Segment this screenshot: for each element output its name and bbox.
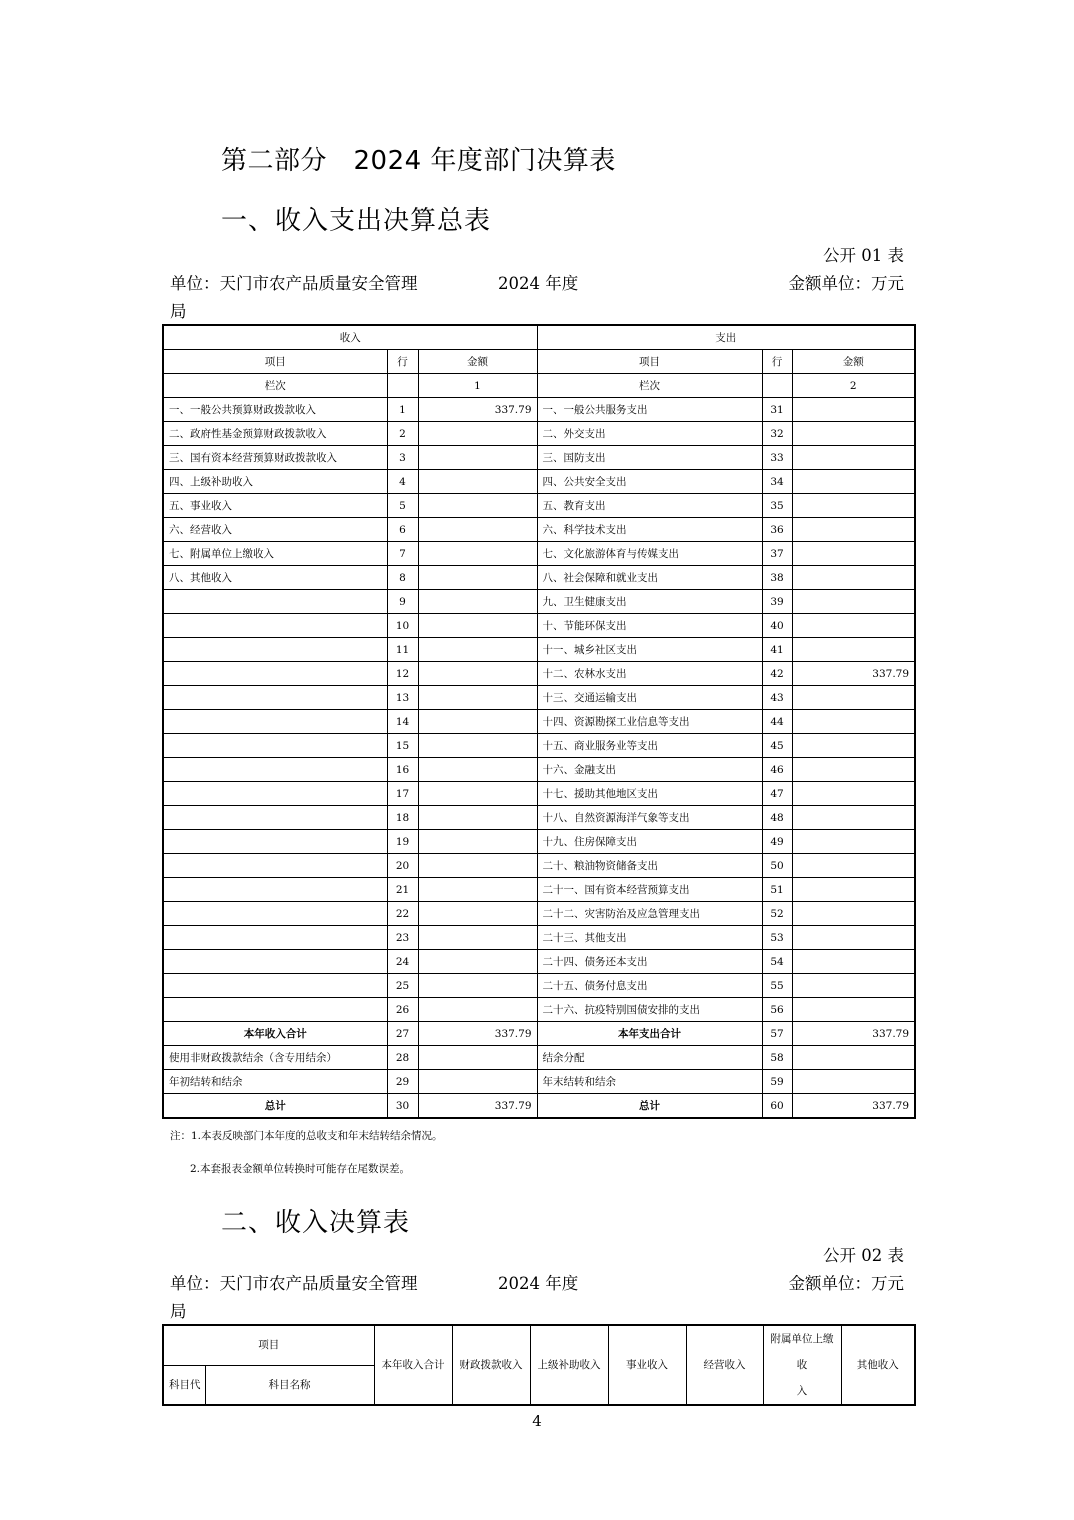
expense-amount-cell	[792, 974, 915, 998]
column-header-row	[163, 350, 915, 374]
unit-label-line2: 局	[170, 302, 187, 321]
expense-row-number-cell: 43	[762, 686, 792, 710]
income-expense-summary-table	[162, 324, 916, 1119]
column-index-label: 栏次	[537, 374, 762, 398]
income-row-number-cell: 9	[387, 590, 418, 614]
col-fiscal-income: 财政拨款收入	[452, 1325, 530, 1405]
expense-item-cell: 十六、金融支出	[537, 758, 762, 782]
col-other-income: 其他收入	[841, 1325, 915, 1405]
expense-row-number-cell: 45	[762, 734, 792, 758]
income-row-number-cell: 28	[387, 1046, 418, 1070]
expense-row-number-cell: 49	[762, 830, 792, 854]
col-row: 行	[387, 350, 418, 374]
expense-item-cell: 三、国防支出	[537, 446, 762, 470]
col-affiliated-income	[763, 1325, 841, 1405]
table-header-row	[163, 325, 915, 350]
income-amount-cell	[418, 734, 537, 758]
income-amount-cell: 337.79	[418, 398, 537, 422]
column-index-1: 1	[418, 374, 537, 398]
income-amount-cell	[418, 614, 537, 638]
table-row	[163, 638, 915, 662]
income-row-number-cell: 25	[387, 974, 418, 998]
income-item-cell	[163, 974, 387, 998]
expense-item-cell: 十四、资源勘探工业信息等支出	[537, 710, 762, 734]
table-row	[163, 926, 915, 950]
expense-amount-cell	[792, 686, 915, 710]
table-row	[163, 398, 915, 422]
unit-label-line1: 单位：天门市农产品质量安全管理	[170, 274, 418, 293]
income-row-number-cell: 20	[387, 854, 418, 878]
table-row	[163, 806, 915, 830]
expense-row-number-cell: 52	[762, 902, 792, 926]
col-item: 项目	[537, 350, 762, 374]
income-item-cell	[163, 614, 387, 638]
income-amount-cell	[418, 638, 537, 662]
expense-item-cell: 一、一般公共服务支出	[537, 398, 762, 422]
expense-row-number-cell: 57	[762, 1022, 792, 1046]
expense-amount-cell	[792, 758, 915, 782]
income-row-number-cell: 13	[387, 686, 418, 710]
expense-amount-cell	[792, 398, 915, 422]
income-amount-cell	[418, 446, 537, 470]
income-item-cell	[163, 662, 387, 686]
expense-amount-cell	[792, 446, 915, 470]
table-row	[163, 854, 915, 878]
expense-row-number-cell: 46	[762, 758, 792, 782]
expense-amount-cell	[792, 1070, 915, 1094]
income-amount-cell	[418, 662, 537, 686]
table-row	[163, 998, 915, 1022]
unit-label-line2: 局	[170, 1302, 187, 1321]
expense-amount-cell	[792, 1046, 915, 1070]
expense-item-cell: 二十五、债务付息支出	[537, 974, 762, 998]
expense-item-cell: 十八、自然资源海洋气象等支出	[537, 806, 762, 830]
expense-item-cell: 二十四、债务还本支出	[537, 950, 762, 974]
expense-row-number-cell: 40	[762, 614, 792, 638]
table-row	[163, 542, 915, 566]
expense-item-cell: 二十三、其他支出	[537, 926, 762, 950]
expense-row-number-cell: 56	[762, 998, 792, 1022]
amount-unit-label: 金额单位：万元	[788, 1274, 904, 1293]
table-row	[163, 974, 915, 998]
income-item-cell	[163, 830, 387, 854]
expense-item-cell: 二、外交支出	[537, 422, 762, 446]
income-amount-cell	[418, 806, 537, 830]
income-row-number-cell: 3	[387, 446, 418, 470]
income-row-number-cell: 21	[387, 878, 418, 902]
income-row-number-cell: 14	[387, 710, 418, 734]
column-index-row	[163, 374, 915, 398]
income-amount-cell	[418, 518, 537, 542]
expense-amount-cell	[792, 926, 915, 950]
year-label: 2024 年度	[498, 274, 579, 293]
income-item-cell	[163, 854, 387, 878]
col-business-income: 事业收入	[608, 1325, 686, 1405]
expense-row-number-cell: 48	[762, 806, 792, 830]
table-row	[163, 422, 915, 446]
expense-row-number-cell: 36	[762, 518, 792, 542]
expense-item-cell: 九、卫生健康支出	[537, 590, 762, 614]
income-amount-cell	[418, 854, 537, 878]
income-item-cell: 本年收入合计	[163, 1022, 387, 1046]
expense-item-cell: 结余分配	[537, 1046, 762, 1070]
expense-amount-cell	[792, 734, 915, 758]
income-row-number-cell: 4	[387, 470, 418, 494]
column-index-label: 栏次	[163, 374, 387, 398]
income-row-number-cell: 24	[387, 950, 418, 974]
expense-row-number-cell: 53	[762, 926, 792, 950]
income-amount-cell	[418, 494, 537, 518]
income-item-cell: 使用非财政拨款结余（含专用结余）	[163, 1046, 387, 1070]
column-index-2: 2	[792, 374, 915, 398]
table-row	[163, 878, 915, 902]
expense-amount-cell: 337.79	[792, 1022, 915, 1046]
income-row-number-cell: 6	[387, 518, 418, 542]
income-amount-cell	[418, 710, 537, 734]
table-row	[163, 590, 915, 614]
income-item-cell	[163, 926, 387, 950]
expense-item-cell: 十九、住房保障支出	[537, 830, 762, 854]
col-item: 项目	[163, 1325, 374, 1365]
income-row-number-cell: 5	[387, 494, 418, 518]
income-item-cell: 八、其他收入	[163, 566, 387, 590]
table-row	[163, 566, 915, 590]
income-item-cell	[163, 806, 387, 830]
table-row	[163, 902, 915, 926]
empty-cell	[762, 374, 792, 398]
income-item-cell: 年初结转和结余	[163, 1070, 387, 1094]
table-row	[163, 1094, 915, 1119]
table-row	[163, 710, 915, 734]
table-row	[163, 1046, 915, 1070]
income-row-number-cell: 30	[387, 1094, 418, 1119]
expense-row-number-cell: 41	[762, 638, 792, 662]
income-item-cell: 三、国有资本经营预算财政拨款收入	[163, 446, 387, 470]
col-affiliated-income-line2: 入	[796, 1385, 808, 1397]
expense-amount-cell: 337.79	[792, 1094, 915, 1119]
table-row	[163, 494, 915, 518]
table-row	[163, 446, 915, 470]
expense-item-cell: 总计	[537, 1094, 762, 1119]
income-header: 收入	[163, 325, 537, 350]
income-amount-cell	[418, 998, 537, 1022]
expense-item-cell: 六、科学技术支出	[537, 518, 762, 542]
expense-item-cell: 十一、城乡社区支出	[537, 638, 762, 662]
income-amount-cell	[418, 974, 537, 998]
expense-amount-cell: 337.79	[792, 662, 915, 686]
income-amount-cell	[418, 422, 537, 446]
income-amount-cell	[418, 758, 537, 782]
unit-label-line1: 单位：天门市农产品质量安全管理	[170, 1274, 418, 1293]
expense-item-cell: 二十六、抗疫特别国债安排的支出	[537, 998, 762, 1022]
expense-row-number-cell: 32	[762, 422, 792, 446]
expense-item-cell: 四、公共安全支出	[537, 470, 762, 494]
income-amount-cell	[418, 590, 537, 614]
expense-row-number-cell: 39	[762, 590, 792, 614]
income-item-cell	[163, 734, 387, 758]
expense-amount-cell	[792, 782, 915, 806]
table-row	[163, 830, 915, 854]
income-item-cell: 四、上级补助收入	[163, 470, 387, 494]
col-amount: 金额	[418, 350, 537, 374]
expense-amount-cell	[792, 710, 915, 734]
expense-item-cell: 七、文化旅游体育与传媒支出	[537, 542, 762, 566]
income-item-cell	[163, 590, 387, 614]
expense-row-number-cell: 50	[762, 854, 792, 878]
expense-item-cell: 二十二、灾害防治及应急管理支出	[537, 902, 762, 926]
col-total-income: 本年收入合计	[374, 1325, 452, 1405]
expense-row-number-cell: 54	[762, 950, 792, 974]
income-amount-cell	[418, 902, 537, 926]
income-row-number-cell: 16	[387, 758, 418, 782]
expense-amount-cell	[792, 542, 915, 566]
expense-amount-cell	[792, 590, 915, 614]
expense-row-number-cell: 38	[762, 566, 792, 590]
expense-row-number-cell: 42	[762, 662, 792, 686]
income-amount-cell	[418, 566, 537, 590]
amount-unit-label: 金额单位：万元	[788, 274, 904, 293]
expense-row-number-cell: 59	[762, 1070, 792, 1094]
col-operating-income: 经营收入	[686, 1325, 763, 1405]
income-item-cell	[163, 878, 387, 902]
col-affiliated-income-line1: 附属单位上缴收	[770, 1333, 834, 1371]
income-item-cell: 二、政府性基金预算财政拨款收入	[163, 422, 387, 446]
expense-row-number-cell: 55	[762, 974, 792, 998]
expense-row-number-cell: 35	[762, 494, 792, 518]
income-item-cell	[163, 782, 387, 806]
expense-row-number-cell: 37	[762, 542, 792, 566]
col-subject-code: 科目代	[163, 1365, 205, 1405]
expense-row-number-cell: 51	[762, 878, 792, 902]
expense-row-number-cell: 31	[762, 398, 792, 422]
expense-row-number-cell: 47	[762, 782, 792, 806]
table-code-01: 公开 01 表	[823, 246, 904, 265]
expense-amount-cell	[792, 470, 915, 494]
income-item-cell	[163, 998, 387, 1022]
expense-row-number-cell: 33	[762, 446, 792, 470]
page-number: 4	[532, 1412, 542, 1430]
expense-amount-cell	[792, 806, 915, 830]
col-amount: 金额	[792, 350, 915, 374]
income-item-cell	[163, 710, 387, 734]
expense-item-cell: 本年支出合计	[537, 1022, 762, 1046]
table-row	[163, 686, 915, 710]
income-row-number-cell: 1	[387, 398, 418, 422]
income-item-cell: 七、附属单位上缴收入	[163, 542, 387, 566]
expense-amount-cell	[792, 902, 915, 926]
income-row-number-cell: 17	[387, 782, 418, 806]
expense-row-number-cell: 34	[762, 470, 792, 494]
expense-amount-cell	[792, 518, 915, 542]
col-superior-subsidy: 上级补助收入	[530, 1325, 608, 1405]
income-amount-cell	[418, 1070, 537, 1094]
expense-item-cell: 十三、交通运输支出	[537, 686, 762, 710]
income-amount-cell	[418, 782, 537, 806]
expense-amount-cell	[792, 854, 915, 878]
col-item: 项目	[163, 350, 387, 374]
expense-item-cell: 十七、援助其他地区支出	[537, 782, 762, 806]
income-row-number-cell: 15	[387, 734, 418, 758]
expense-item-cell: 年末结转和结余	[537, 1070, 762, 1094]
table-row	[163, 782, 915, 806]
income-amount-cell	[418, 542, 537, 566]
income-amount-cell	[418, 950, 537, 974]
income-item-cell	[163, 902, 387, 926]
income-row-number-cell: 8	[387, 566, 418, 590]
income-row-number-cell: 27	[387, 1022, 418, 1046]
income-row-number-cell: 10	[387, 614, 418, 638]
table-code-02: 公开 02 表	[823, 1246, 904, 1265]
income-row-number-cell: 26	[387, 998, 418, 1022]
col-subject-name: 科目名称	[205, 1365, 374, 1405]
table-row	[163, 662, 915, 686]
income-item-cell	[163, 686, 387, 710]
income-statement-table	[162, 1324, 916, 1406]
income-amount-cell	[418, 470, 537, 494]
page-title: 第二部分 2024 年度部门决算表	[221, 146, 616, 176]
table-row	[163, 950, 915, 974]
income-amount-cell	[418, 1046, 537, 1070]
expense-item-cell: 二十、粮油物资储备支出	[537, 854, 762, 878]
income-amount-cell	[418, 926, 537, 950]
income-row-number-cell: 7	[387, 542, 418, 566]
expense-item-cell: 十二、农林水支出	[537, 662, 762, 686]
expense-row-number-cell: 44	[762, 710, 792, 734]
expense-amount-cell	[792, 638, 915, 662]
expense-item-cell: 五、教育支出	[537, 494, 762, 518]
expense-amount-cell	[792, 422, 915, 446]
expense-amount-cell	[792, 566, 915, 590]
expense-row-number-cell: 58	[762, 1046, 792, 1070]
expense-amount-cell	[792, 878, 915, 902]
income-item-cell: 总计	[163, 1094, 387, 1119]
income-row-number-cell: 11	[387, 638, 418, 662]
income-item-cell	[163, 638, 387, 662]
table-row	[163, 518, 915, 542]
expense-item-cell: 十五、商业服务业等支出	[537, 734, 762, 758]
income-item-cell	[163, 950, 387, 974]
section-1-title: 一、收入支出决算总表	[221, 206, 492, 236]
expense-amount-cell	[792, 998, 915, 1022]
income-amount-cell: 337.79	[418, 1094, 537, 1119]
expense-item-cell: 十、节能环保支出	[537, 614, 762, 638]
empty-cell	[387, 374, 418, 398]
income-amount-cell	[418, 878, 537, 902]
income-amount-cell: 337.79	[418, 1022, 537, 1046]
expense-header: 支出	[537, 325, 915, 350]
table-row	[163, 734, 915, 758]
income-amount-cell	[418, 830, 537, 854]
expense-row-number-cell: 60	[762, 1094, 792, 1119]
year-label: 2024 年度	[498, 1274, 579, 1293]
note-1: 注：1.本表反映部门本年度的总收支和年末结转结余情况。	[170, 1130, 443, 1142]
income-row-number-cell: 2	[387, 422, 418, 446]
income-item-cell: 六、经营收入	[163, 518, 387, 542]
expense-amount-cell	[792, 950, 915, 974]
expense-amount-cell	[792, 494, 915, 518]
expense-item-cell: 八、社会保障和就业支出	[537, 566, 762, 590]
income-row-number-cell: 18	[387, 806, 418, 830]
table-row	[163, 1022, 915, 1046]
income-row-number-cell: 19	[387, 830, 418, 854]
income-row-number-cell: 22	[387, 902, 418, 926]
table-row	[163, 758, 915, 782]
table-header-row	[163, 1325, 915, 1365]
income-item-cell: 五、事业收入	[163, 494, 387, 518]
income-row-number-cell: 12	[387, 662, 418, 686]
expense-item-cell: 二十一、国有资本经营预算支出	[537, 878, 762, 902]
income-item-cell	[163, 758, 387, 782]
expense-amount-cell	[792, 830, 915, 854]
table-row	[163, 470, 915, 494]
note-2: 2.本套报表金额单位转换时可能存在尾数误差。	[190, 1163, 411, 1175]
expense-amount-cell	[792, 614, 915, 638]
income-amount-cell	[418, 686, 537, 710]
section-2-title: 二、收入决算表	[221, 1208, 411, 1238]
col-row: 行	[762, 350, 792, 374]
income-item-cell: 一、一般公共预算财政拨款收入	[163, 398, 387, 422]
income-row-number-cell: 23	[387, 926, 418, 950]
table-row	[163, 1070, 915, 1094]
income-row-number-cell: 29	[387, 1070, 418, 1094]
table-row	[163, 614, 915, 638]
